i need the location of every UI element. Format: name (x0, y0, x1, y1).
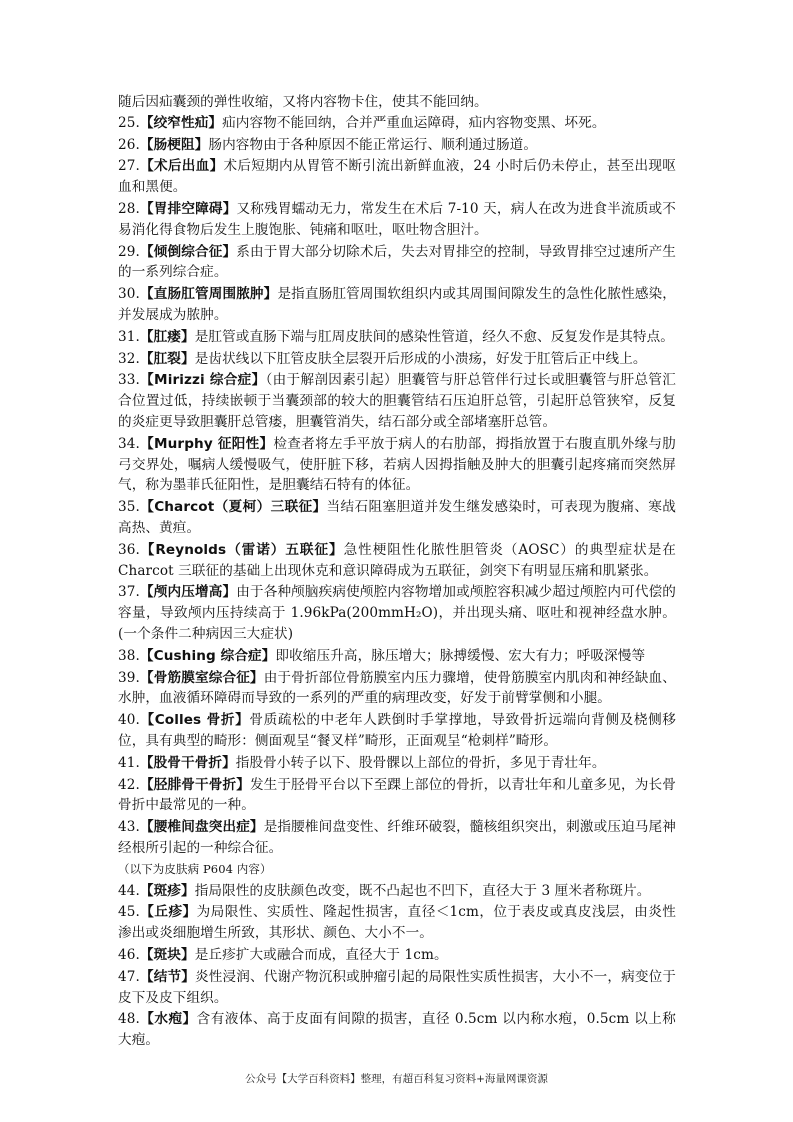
definition-entry (118, 582, 676, 644)
entry-number: 33. (118, 372, 140, 389)
entry-number: 35. (118, 499, 140, 516)
entry-term: 【丘疹】 (139, 904, 197, 921)
definition-entry (118, 775, 676, 817)
entry-definition: 是指腰椎间盘变性、纤维环破裂，髓核组织突出，刺激或压迫马尾神经根所引起的一种综合征。 (118, 819, 676, 856)
entry-term: 【肛裂】 (139, 350, 195, 367)
entry-term: 【Charcot（夏柯）三联征】 (139, 499, 327, 516)
entry-number: 27. (118, 158, 140, 175)
entry-definition: 当结石阻塞胆道并发生继发感染时，可表现为腹痛、寒战高热、黄疸。 (118, 499, 676, 536)
entry-definition: 又称残胃蠕动无力，常发生在术后 7-10 天，病人在改为进食半流质或不易消化得食物后发生上腹饱胀、钝痛和呕吐，呕吐物含胆汁。 (118, 200, 676, 238)
entry-term: 【斑疹】 (139, 882, 195, 899)
definition-entry (118, 284, 676, 326)
entry-number: 44. (118, 882, 140, 899)
definition-entry (118, 540, 676, 582)
definition-entry (118, 135, 676, 156)
entry-number: 48. (118, 1011, 140, 1028)
entry-number: 26. (118, 136, 140, 153)
entry-term: 【Reynolds（雷诺）五联征】 (139, 541, 344, 558)
definition-entry (118, 967, 676, 1009)
definition-entry (118, 945, 676, 966)
entry-definition: 是丘疹扩大或融合而成，直径大于 1cm。 (194, 947, 448, 964)
entry-term: 【Mirizzi 综合症】 (139, 372, 266, 389)
entry-term: 【股骨干骨折】 (139, 754, 236, 771)
entry-number: 25. (118, 114, 140, 131)
page-footer: 公众号【大学百科资料】整理，有超百科复习资料+海量网课资源 (245, 1073, 548, 1085)
entry-definition: 是指直肠肛管周围软组织内或其周围间隙发生的急性化脓性感染，并发展成为脓肿。 (118, 286, 677, 323)
entry-definition: 发生于胫骨平台以下至踝上部位的骨折，以青壮年和儿童多见，为长骨骨折中最常见的一种。 (118, 776, 676, 814)
entry-list-surgery (118, 113, 676, 859)
entry-definition: 指股骨小转子以下、股骨髁以上部位的骨折，多见于青壮年。 (235, 754, 606, 771)
entry-term: 【直肠肛管周围脓肿】 (139, 286, 278, 303)
entry-definition: 术后短期内从胃管不断引流出新鲜血液，24 小时后仍未停止，甚至出现呕血和黑便。 (118, 158, 676, 196)
entry-definition: 指局限性的皮肤颜色改变，既不凸起也不凹下，直径大于 3 厘米者称斑片。 (194, 882, 651, 899)
entry-number: 31. (118, 328, 140, 345)
entry-number: 41. (118, 754, 140, 771)
entry-term: 【结节】 (139, 968, 195, 985)
entry-term: 【术后出血】 (139, 158, 224, 175)
entry-number: 29. (118, 243, 140, 260)
entry-term: 【绞窄性疝】 (139, 114, 223, 131)
entry-definition: （由于解剖因素引起）胆囊管与肝总管伴行过长或胆囊管与肝总管汇合位置过低，持续嵌顿于当囊颈部的较大的胆囊管结石压迫肝总管，引起肝总管狭窄，反复的炎症更导致胆囊肝总管瘘，胆囊管消失，结石部分或全部堵塞肝总管。 (118, 372, 676, 430)
definition-entry (118, 370, 676, 432)
entry-definition: 是齿状线以下肛管皮肤全层裂开后形成的小溃疡，好发于肛管后正中线上。 (194, 350, 647, 367)
entry-term: 【骨筋膜室综合征】 (139, 669, 264, 686)
document-body (118, 92, 676, 1051)
entry-definition: 骨质疏松的中老年人跌倒时手掌撑地，导致骨折远端向背侧及桡侧移位，具有典型的畸形：侧面观呈“餐叉样”畸形，正面观呈“枪刺样”畸形。 (118, 712, 677, 749)
definition-entry (118, 902, 676, 944)
definition-entry (118, 113, 676, 134)
entry-definition: 为局限性、实质性、隆起性损害，直径＜1cm，位于表皮或真皮浅层，由炎性渗出或炎细胞增生所致，其形状、颜色、大小不一。 (118, 904, 676, 942)
definition-entry (118, 881, 676, 902)
entry-term: 【倾倒综合征】 (139, 243, 237, 260)
definition-entry (118, 156, 676, 198)
definition-entry (118, 434, 676, 496)
definition-entry (118, 327, 676, 348)
definition-entry (118, 710, 676, 752)
definition-entry (118, 668, 676, 710)
entry-number: 39. (118, 669, 140, 686)
intro-line: 随后因疝囊颈的弹性收缩，又将内容物卡住，使其不能回纳。 (118, 94, 488, 110)
entry-definition: 检查者将左手平放于病人的右肋部，拇指放置于右腹直肌外缘与肋弓交界处，嘱病人缓慢吸气，使肝脏下移，若病人因拇指触及肿大的胆囊引起疼痛而突然屏气，称为墨菲氏征阳性，是胆囊结石特有的体征。 (118, 435, 676, 494)
entry-term: 【斑块】 (139, 947, 195, 964)
definition-entry (118, 817, 676, 859)
entry-term: 【肠梗阻】 (139, 136, 209, 153)
entry-number: 38. (118, 647, 140, 664)
definition-entry (118, 753, 676, 774)
entry-definition: 炎性浸润、代谢产物沉积或肿瘤引起的局限性实质性损害，大小不一，病变位于皮下及皮下组织。 (118, 968, 677, 1006)
section-note: （以下为皮肤病 P604 内容） (118, 861, 272, 876)
entry-definition: 急性梗阻性化脓性胆管炎（AOSC）的典型症状是在 Charcot 三联征的基础上出现休克和意识障碍成为五联征，剑突下有明显压痛和肌紧张。 (118, 541, 676, 579)
entry-definition: 由于骨折部位骨筋膜室内压力骤增，使骨筋膜室内肌肉和神经缺血、水肿，血液循环障碍而导致的一系列的严重的病理改变，好发于前臂掌侧和小腿。 (118, 669, 676, 707)
entry-number: 30. (118, 286, 140, 303)
definition-entry (118, 349, 676, 370)
entry-term: 【水疱】 (139, 1011, 197, 1028)
definition-entry (118, 497, 676, 539)
entry-term: 【颅内压增高】 (139, 584, 237, 601)
definition-entry (118, 1009, 676, 1051)
entry-term: 【肛瘘】 (139, 328, 195, 345)
entry-term: 【腰椎间盘突出症】 (139, 819, 264, 836)
entry-number: 37. (118, 584, 140, 601)
entry-number: 45. (118, 904, 140, 921)
entry-definition: 含有液体、高于皮面有间隙的损害，直径 0.5cm 以内称水疱，0.5cm 以上称大疱。 (118, 1011, 676, 1049)
entry-definition: 系由于胃大部分切除术后，失去对胃排空的控制，导致胃排空过速所产生的一系列综合症。 (118, 243, 677, 281)
entry-definition: 是肛管或直肠下端与肛周皮肤间的感染性管道，经久不愈、反复发作是其特点。 (194, 328, 674, 345)
entry-number: 28. (118, 200, 140, 217)
entry-number: 34. (118, 435, 140, 452)
entry-definition: 疝内容物不能回纳，合并严重血运障碍，疝内容物变黑、坏死。 (222, 114, 606, 131)
entry-term: 【胫腓骨干骨折】 (139, 776, 250, 793)
definition-entry (118, 646, 676, 667)
entry-list-dermatology (118, 881, 676, 1051)
entry-number: 43. (118, 819, 140, 836)
entry-number: 32. (118, 350, 140, 367)
entry-term: 【Colles 骨折】 (139, 712, 250, 729)
entry-term: 【Cushing 综合症】 (139, 647, 276, 664)
entry-term: 【胃排空障碍】 (139, 200, 237, 217)
entry-number: 46. (118, 947, 140, 964)
entry-definition: 由于各种颅脑疾病使颅腔内容物增加或颅腔容积减少超过颅腔内可代偿的容量，导致颅内压持续高于 1.96kPa(200mmH₂O)，并出现头痛、呕吐和视神经盘水肿。(一个条件二种病因三大症状) (118, 584, 677, 642)
definition-entry (118, 199, 676, 241)
entry-definition: 肠内容物由于各种原因不能正常运行、顺利通过肠道。 (208, 136, 538, 153)
entry-number: 40. (118, 712, 140, 729)
entry-definition: 即收缩压升高，脉压增大；脉搏缓慢、宏大有力；呼吸深慢等 (275, 647, 646, 664)
entry-number: 42. (118, 776, 140, 793)
definition-entry (118, 242, 676, 284)
entry-term: 【Murphy 征阳性】 (139, 435, 274, 452)
entry-number: 47. (118, 968, 140, 985)
entry-number: 36. (118, 541, 140, 558)
